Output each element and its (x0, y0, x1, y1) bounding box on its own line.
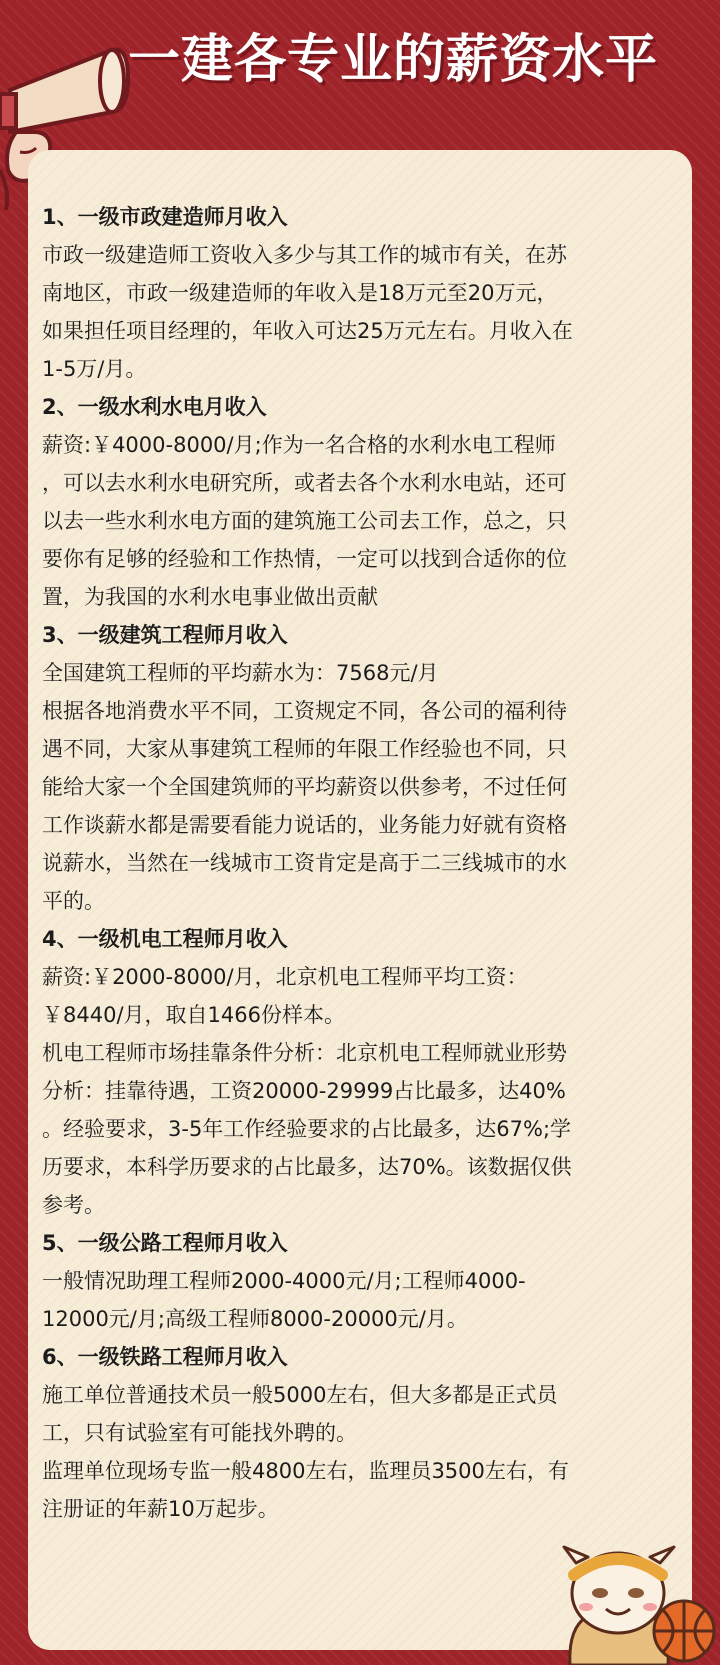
text-line: 市政一级建造师工资收入多少与其工作的城市有关，在苏 (42, 243, 567, 267)
text-line: 一般情况助理工程师2000-4000元/月;工程师4000- (42, 1269, 526, 1293)
page-title: 一建各专业的薪资水平 (128, 30, 659, 90)
text-line: 机电工程师市场挂靠条件分析：北京机电工程师就业形势 (42, 1041, 567, 1065)
text-line: 平的。 (42, 889, 105, 913)
text-line: 1-5万/月。 (42, 357, 147, 381)
text-line: 监理单位现场专监一般4800左右，监理员3500左右，有 (42, 1459, 569, 1483)
section-heading: 1、一级市政建造师月收入 (42, 205, 288, 229)
text-line: 遇不同，大家从事建筑工程师的年限工作经验也不同，只 (42, 737, 567, 761)
text-line: 全国建筑工程师的平均薪水为：7568元/月 (42, 661, 439, 685)
text-line: 施工单位普通技术员一般5000左右，但大多都是正式员 (42, 1383, 558, 1407)
text-line: 如果担任项目经理的，年收入可达25万元左右。月收入在 (42, 319, 573, 343)
text-line: 工，只有试验室有可能找外聘的。 (42, 1421, 357, 1445)
text-line: 12000元/月;高级工程师8000-20000元/月。 (42, 1307, 468, 1331)
text-line: 。经验要求，3-5年工作经验要求的占比最多，达67%;学 (42, 1117, 572, 1141)
section-heading: 4、一级机电工程师月收入 (42, 927, 288, 951)
section-heading: 5、一级公路工程师月收入 (42, 1231, 288, 1255)
text-line: 薪资:￥4000-8000/月;作为一名合格的水利水电工程师 (42, 433, 556, 457)
text-line: 南地区，市政一级建造师的年收入是18万元至20万元， (42, 281, 558, 305)
mascot-basketball-icon (550, 1535, 720, 1665)
text-line: 分析：挂靠待遇，工资20000-29999占比最多，达40% (42, 1079, 566, 1103)
text-line: 注册证的年薪10万起步。 (42, 1497, 279, 1521)
text-line: 历要求，本科学历要求的占比最多，达70%。该数据仅供 (42, 1155, 572, 1179)
text-line: 薪资:￥2000-8000/月，北京机电工程师平均工资： (42, 965, 528, 989)
section-heading: 6、一级铁路工程师月收入 (42, 1345, 288, 1369)
text-line: ￥8440/月，取自1466份样本。 (42, 1003, 345, 1027)
text-line: 要你有足够的经验和工作热情，一定可以找到合适你的位 (42, 547, 567, 571)
text-line: ，可以去水利水电研究所，或者去各个水利水电站，还可 (42, 471, 567, 495)
salary-content (42, 198, 682, 1528)
text-line: 参考。 (42, 1193, 105, 1217)
text-line: 以去一些水利水电方面的建筑施工公司去工作，总之，只 (42, 509, 567, 533)
section-heading: 2、一级水利水电月收入 (42, 395, 267, 419)
text-line: 工作谈薪水都是需要看能力说话的，业务能力好就有资格 (42, 813, 567, 837)
section-heading: 3、一级建筑工程师月收入 (42, 623, 288, 647)
text-line: 根据各地消费水平不同，工资规定不同，各公司的福利待 (42, 699, 567, 723)
text-line: 说薪水，当然在一线城市工资肯定是高于二三线城市的水 (42, 851, 567, 875)
text-line: 能给大家一个全国建筑师的平均薪资以供参考，不过任何 (42, 775, 567, 799)
text-line: 置，为我国的水利水电事业做出贡献 (42, 585, 378, 609)
